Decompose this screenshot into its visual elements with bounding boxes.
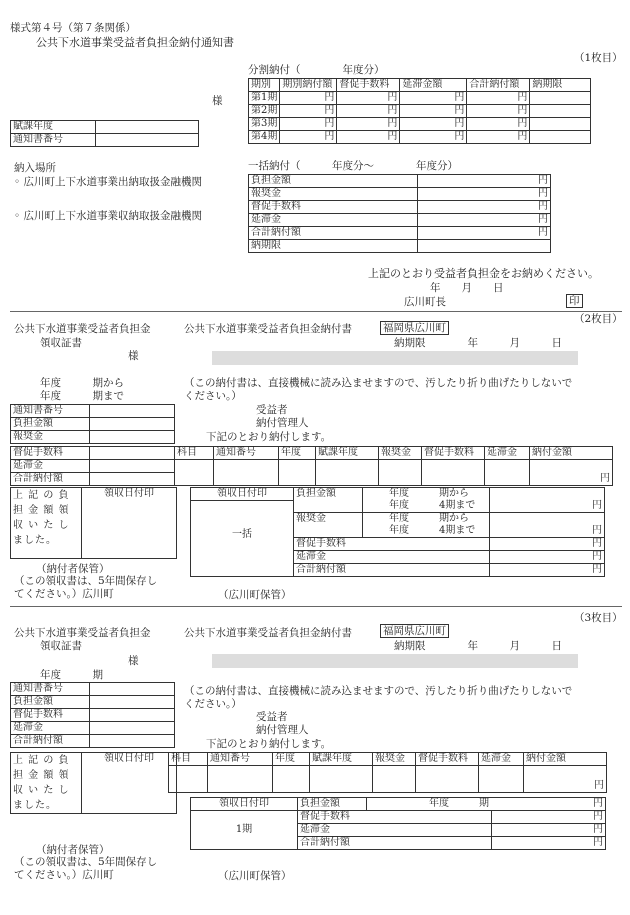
yen-cell: 円 — [337, 118, 400, 131]
yen-cell: 円 — [490, 551, 605, 564]
receipt-stamp-table — [10, 752, 177, 814]
yen-cell: 円 — [467, 105, 530, 118]
col-header: 納付金額 — [524, 753, 607, 766]
col-header: 督促手数料 — [337, 79, 400, 92]
left-row-value — [90, 735, 175, 748]
slip-table — [10, 446, 613, 486]
ikkatsu-label: 合計納付額 — [249, 227, 418, 240]
cell — [273, 766, 310, 793]
due-date: 納期限 年 月 日 — [394, 337, 562, 349]
payment-slip-title: 公共下水道事業受益者負担金納付書 — [184, 627, 352, 639]
col-header: 延滞金 — [479, 753, 524, 766]
receipt-subtitle: 領収証書 — [40, 337, 82, 349]
keep-note-2: てください。）広川町 — [14, 869, 114, 881]
yen-cell: 円 — [491, 837, 606, 850]
keep-note-2: てください。）広川町 — [14, 588, 114, 600]
row-label: 延滞金 — [294, 551, 490, 564]
yen-cell: 円 — [490, 500, 605, 513]
cell — [379, 460, 422, 486]
cell — [416, 766, 479, 793]
nendo-kara: 年度 期から — [387, 488, 490, 501]
empty-cell — [530, 92, 591, 105]
receipt-left-table — [10, 404, 175, 444]
nendo-ki: 年度 期 — [40, 669, 103, 681]
yen-cell: 円 — [491, 798, 606, 811]
ikkatsu-title: 一括納付（ 年度分〜 年度分） — [248, 160, 458, 172]
receipt-text: 上 記 の 負担 金 額 領収 い た しました。 — [11, 753, 82, 814]
yen-cell: 円 — [280, 131, 337, 144]
ikkatsu-label: 報奨金 — [249, 188, 418, 201]
yen-cell: 円 — [490, 538, 605, 551]
amount-cell — [490, 488, 605, 501]
left-row-label: 合計納付額 — [11, 473, 90, 486]
left-row-label: 督促手数料 — [11, 447, 90, 460]
ikkatsu-label: 一括 — [232, 529, 252, 540]
manager-label: 納付管理人 — [256, 417, 309, 429]
keep-note-1: （この領収書は、5年間保存し — [14, 856, 158, 868]
ki1-label: 1期 — [191, 811, 298, 850]
left-row-value — [90, 431, 175, 444]
due-date: 納期限 年 月 日 — [394, 640, 562, 652]
left-row-label: 延滞金 — [11, 722, 90, 735]
notice-text: 上記のとおり受益者負担金をお納めください。 — [368, 267, 599, 280]
receipt-text: 上 記 の 負担 金 額 領収 い た しました。 — [11, 488, 82, 559]
ikkatsu-table — [248, 174, 551, 253]
col-header: 督促手数料 — [422, 447, 485, 460]
yen-cell: 円 — [400, 105, 467, 118]
ikkatsu-label: 納期限 — [249, 240, 418, 253]
left-row-label: 通知書番号 — [11, 683, 90, 696]
yen-cell: 円 — [400, 131, 467, 144]
left-row-label: 負担金額 — [11, 696, 90, 709]
period-label: 第3期 — [249, 118, 280, 131]
beneficiary-label: 受益者 — [256, 711, 288, 723]
stamp-label: 領収日付印 — [191, 488, 293, 501]
col-header: 科目 — [169, 753, 208, 766]
hosho-label: 報奨金 — [294, 513, 363, 538]
yen-cell: 円 — [467, 131, 530, 144]
sama-label: 様 — [128, 350, 139, 362]
spacer — [363, 513, 388, 526]
cell — [373, 766, 416, 793]
manager-label: 納付管理人 — [256, 724, 309, 736]
receipt-title: 公共下水道事業受益者負担金 — [14, 323, 151, 335]
yen-cell: 円 — [490, 564, 605, 577]
cell — [279, 460, 316, 486]
left-row-value — [90, 709, 175, 722]
yen-cell: 円 — [337, 92, 400, 105]
col-header: 通知番号 — [214, 447, 279, 460]
caution-note-2: ください。） — [184, 698, 242, 710]
nendo-ki: 年度 期 — [367, 798, 492, 811]
left-row-value — [90, 418, 175, 431]
yen-cell: 円 — [418, 201, 551, 214]
info-value — [96, 134, 199, 147]
col-header: 賦課年度 — [310, 753, 373, 766]
payer-keep: （納付者保管） — [36, 844, 110, 856]
cell — [208, 766, 273, 793]
notice-title: 公共下水道事業受益者負担金納付通知書 — [36, 36, 234, 49]
pay-statement: 下記のとおり納付します。 — [206, 431, 332, 443]
form-number: 様式第４号（第７条関係） — [10, 22, 136, 34]
yen-cell: 円 — [491, 824, 606, 837]
row-label: 合計納付額 — [294, 564, 490, 577]
yen-cell: 円 — [418, 188, 551, 201]
yen-cell: 円 — [491, 811, 606, 824]
row-label: 延滞金 — [298, 824, 492, 837]
yen-cell: 円 — [337, 105, 400, 118]
nyuba-item-2: ◦ 広川町上下水道事業収納取扱金融機関 — [14, 210, 203, 222]
col-header: 報奨金 — [379, 447, 422, 460]
row-label: 督促手数料 — [294, 538, 490, 551]
left-row-label: 合計納付額 — [11, 735, 90, 748]
yen-cell: 円 — [418, 175, 551, 188]
amount-cell — [490, 513, 605, 526]
nyuba-item-1: ◦ 広川町上下水道事業出納取扱金融機関 — [14, 176, 203, 188]
left-row-value — [90, 405, 175, 418]
nendo-from: 年度 期から — [40, 377, 124, 389]
cell — [214, 460, 279, 486]
nendo-made: 年度 4期まで — [387, 500, 490, 513]
left-row-value — [90, 473, 175, 486]
col-header: 科目 — [175, 447, 214, 460]
yen-cell: 円 — [467, 92, 530, 105]
yen-cell: 円 — [418, 214, 551, 227]
payment-detail-table — [190, 487, 605, 577]
yen-cell: 円 — [400, 118, 467, 131]
empty-cell — [418, 240, 551, 253]
ocr-band — [212, 654, 578, 668]
caution-note-2: ください。） — [184, 390, 242, 402]
town-keep: （広川町保管） — [218, 589, 292, 601]
nendo-made: 年度 4期まで — [387, 525, 490, 538]
row-label: 合計納付額 — [298, 837, 492, 850]
sheet-label-3: （3枚目） — [574, 612, 623, 624]
cell — [169, 766, 208, 793]
col-header: 年度 — [279, 447, 316, 460]
info-value — [96, 121, 199, 134]
caution-note: （この納付書は、直接機械に読み込ませますので、汚したり折り曲げたりしないで — [184, 685, 573, 697]
period-label: 第1期 — [249, 92, 280, 105]
left-row-label: 延滞金 — [11, 460, 90, 473]
cell — [479, 766, 524, 793]
keep-note-1: （この領収書は、5年間保存し — [14, 575, 158, 587]
sama-label: 様 — [128, 655, 139, 667]
cell — [422, 460, 485, 486]
nendo-to: 年度 期まで — [40, 390, 124, 402]
col-header: 期別 — [249, 79, 280, 92]
town-keep: （広川町保管） — [218, 870, 292, 882]
nendo-kara: 年度 期から — [387, 513, 490, 526]
col-header: 年度 — [273, 753, 310, 766]
yen-cell: 円 — [400, 92, 467, 105]
futan-label: 負担金額 — [294, 488, 363, 513]
stamp-label: 領収日付印 — [191, 798, 298, 811]
spacer — [363, 500, 388, 513]
col-header: 通知番号 — [208, 753, 273, 766]
left-row-label: 負担金額 — [11, 418, 90, 431]
slip-table — [168, 752, 607, 793]
yen-cell: 円 — [524, 766, 607, 793]
col-header: 延滞金額 — [400, 79, 467, 92]
left-row-label: 督促手数料 — [11, 709, 90, 722]
spacer — [363, 525, 388, 538]
sheet-label-1: （1枚目） — [574, 52, 623, 64]
empty-cell — [530, 131, 591, 144]
col-header: 賦課年度 — [316, 447, 379, 460]
col-header: 督促手数料 — [416, 753, 479, 766]
empty-cell — [530, 118, 591, 131]
pref-box: 福岡県広川町 — [380, 624, 449, 638]
sama-label: 様 — [212, 95, 223, 107]
cell — [485, 460, 530, 486]
yen-cell: 円 — [337, 131, 400, 144]
info-table — [10, 120, 199, 147]
yen-cell: 円 — [467, 118, 530, 131]
left-row-label: 報奨金 — [11, 431, 90, 444]
stamp-area — [191, 488, 294, 577]
yen-cell: 円 — [530, 460, 613, 486]
nyuba-title: 納入場所 — [14, 162, 56, 174]
yen-cell: 円 — [280, 105, 337, 118]
payment-detail-table — [190, 797, 606, 850]
receipt-title: 公共下水道事業受益者負担金 — [14, 627, 151, 639]
left-row-value — [90, 447, 175, 460]
ikkatsu-label: 延滞金 — [249, 214, 418, 227]
caution-note: （この納付書は、直接機械に読み込ませますので、汚したり折り曲げたりしないで — [184, 377, 573, 389]
period-label: 第2期 — [249, 105, 280, 118]
receipt-stamp-label: 領収日付印 — [82, 488, 177, 559]
payer-keep: （納付者保管） — [36, 563, 110, 575]
row-label: 督促手数料 — [298, 811, 492, 824]
receipt-subtitle: 領収証書 — [40, 640, 82, 652]
sheet-label-2: （2枚目） — [574, 313, 623, 325]
cut-line — [10, 606, 622, 607]
info-label: 通知書番号 — [11, 134, 96, 147]
cut-line — [10, 311, 622, 312]
ikkatsu-label: 督促手数料 — [249, 201, 418, 214]
cell — [175, 460, 214, 486]
period-label: 第4期 — [249, 131, 280, 144]
futan-label: 負担金額 — [298, 798, 367, 811]
cell — [316, 460, 379, 486]
ocr-band — [212, 351, 578, 365]
receipt-left-table — [10, 682, 175, 748]
left-row-value — [90, 460, 175, 473]
col-header: 延滞金 — [485, 447, 530, 460]
bunkatsu-table — [248, 78, 591, 144]
receipt-stamp-table — [10, 487, 177, 559]
seal-mark: 印 — [566, 294, 583, 308]
bunkatsu-title: 分割納付（ 年度分） — [248, 64, 385, 76]
yen-cell: 円 — [280, 118, 337, 131]
yen-cell: 円 — [490, 525, 605, 538]
left-row-value — [90, 683, 175, 696]
col-header: 合計納付額 — [467, 79, 530, 92]
col-header: 報奨金 — [373, 753, 416, 766]
pay-statement: 下記のとおり納付します。 — [206, 738, 332, 750]
payment-slip-title: 公共下水道事業受益者負担金納付書 — [184, 323, 352, 335]
col-header: 期別納付額 — [280, 79, 337, 92]
yen-cell: 円 — [418, 227, 551, 240]
notice-date: 年 月 日 — [430, 282, 504, 294]
empty-cell — [530, 105, 591, 118]
left-row-label: 通知書番号 — [11, 405, 90, 418]
info-label: 賦課年度 — [11, 121, 96, 134]
spacer — [363, 488, 388, 501]
yen-cell: 円 — [280, 92, 337, 105]
mayor-label: 広川町長 — [404, 296, 446, 308]
cell — [310, 766, 373, 793]
left-row-value — [90, 696, 175, 709]
left-row-value — [90, 722, 175, 735]
receipt-stamp-label: 領収日付印 — [82, 753, 177, 814]
pref-box: 福岡県広川町 — [380, 321, 449, 335]
col-header: 納付金額 — [530, 447, 613, 460]
beneficiary-label: 受益者 — [256, 404, 288, 416]
ikkatsu-label: 負担金額 — [249, 175, 418, 188]
col-header: 納期限 — [530, 79, 591, 92]
